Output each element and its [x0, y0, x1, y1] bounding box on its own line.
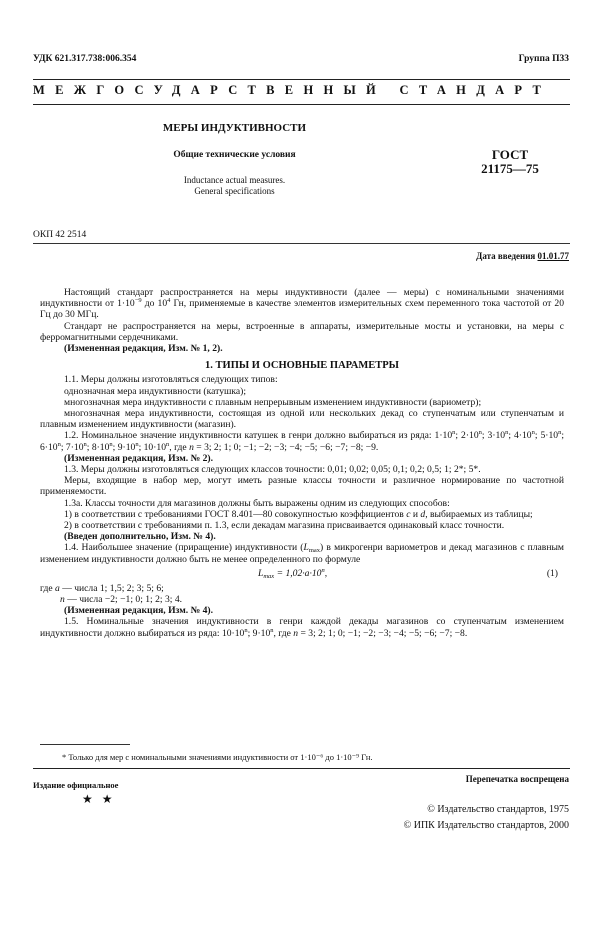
formula-legend: где a — числа 1; 1,5; 2; 3; 5; 6; — [40, 582, 164, 594]
document-subtitle: Общие технические условия — [173, 150, 296, 160]
formula-expression: $L_{max} = 1,02\cdot a\cdot 10^n$, — [258, 566, 328, 580]
formula-number: (1) — [546, 567, 558, 579]
clause-1-3: 1.3. Меры должны изготовляться следующих классов точности: 0,01; 0,02; 0,05; 0,1; 0,2; 0,5; 1; 2*; 5*. — [64, 464, 481, 476]
official-edition: Издание официальное — [33, 780, 119, 790]
introduction-date-value: 01.01.77 — [537, 251, 569, 261]
document-body — [40, 287, 564, 639]
clause-1-1-item: многозначная мера индуктивности, состоящая из одной или нескольких декад со ступенчатым или ступенчатым и плавным изменением индуктивности (магазин). — [40, 408, 564, 431]
gost-number — [455, 148, 565, 176]
clause-1-3a: 1.3а. Классы точности для магазинов должны быть выражены одним из следующих способов: — [64, 497, 450, 509]
introduction-date — [476, 251, 569, 261]
clause-1-5: 1.5. Номинальные значения индуктивности в генри каждой декады магазинов со ступенчатым изменением индуктивности должно выбираться из ряда: $10\cdot 10^n$; $9\cdot 10^n$, где n = 3; 2; 1; 0; −1; −2; −3; −4; −5; −6; −7; −8. — [40, 616, 564, 639]
clause-1-4: 1.4. Наибольшее значение (приращение) индуктивности $(L_{max})$ в микрогенри вариометров и декад магазинов с плавным изменением индуктивности должно быть не менее определенного по формуле — [40, 542, 564, 565]
gost-code: 21175—75 — [481, 161, 539, 176]
top-rule — [33, 79, 570, 80]
standard-banner: МЕЖГОСУДАРСТВЕННЫЙ СТАНДАРТ — [33, 83, 552, 97]
english-title-line2: General specifications — [194, 186, 275, 196]
clause-1-2: 1.2. Номинальное значение индуктивности катушек в генри должно выбираться из ряда: $1\cdot 10^n$; $2\cdot 10^n$; $3\cdot 10^n$; $4\cdot 10^n$; $5\cdot 10^n$; $6\cdot 10^n$; $7\cdot 10^n$; $8\cdot 10^n$; $9\cdot 10^n$; $10\cdot 10^n$, где n = 3; 2; 1; 0; −1; −2; −3; −4; −5; −6; −7; −8; −9. — [40, 429, 564, 453]
clause-1-3a-item: 1) в соответствии с требованиями ГОСТ 8.401—80 совокупностью коэффициентов c и d, выбираемых из таблицы; — [64, 508, 533, 520]
document-title: МЕРЫ ИНДУКТИВНОСТИ — [162, 122, 307, 134]
amendment-note: (Измененная редакция, Изм. № 4). — [64, 605, 214, 617]
english-title — [33, 175, 436, 197]
section-title: 1. ТИПЫ И ОСНОВНЫЕ ПАРАМЕТРЫ — [205, 360, 399, 372]
copyright-1975: © Издательство стандартов, 1975 — [427, 804, 569, 815]
banner-rule — [33, 104, 570, 105]
footnote-rule — [40, 744, 130, 745]
clause-1-3-note: Меры, входящие в набор мер, могут иметь разные классы точности и различное нормирование по частотной применяемости. — [40, 475, 564, 498]
stars-mark: ★ ★ — [82, 792, 116, 806]
footer-rule — [33, 768, 570, 769]
clause-1-1-item: многозначная мера индуктивности с плавным непрерывным изменением индуктивности (вариометр); — [64, 396, 482, 408]
clause-1-1: 1.1. Меры должны изготовляться следующих типов: — [64, 374, 278, 386]
introduction-date-label: Дата введения — [476, 251, 536, 261]
amendment-note: (Измененная редакция, Изм. № 2). — [64, 452, 214, 464]
formula-1 — [40, 565, 564, 583]
reprint-prohibited: Перепечатка воспрещена — [465, 774, 569, 784]
clause-1-1-item: однозначная мера индуктивности (катушка); — [64, 385, 247, 397]
english-title-line1: Inductance actual measures. — [183, 175, 286, 185]
group-code: Группа П33 — [518, 54, 569, 64]
gost-label: ГОСТ — [491, 147, 529, 162]
copyright-2000: © ИПК Издательство стандартов, 2000 — [403, 820, 569, 831]
okp-rule — [33, 243, 570, 244]
amendment-note: (Введен дополнительно, Изм. № 4). — [64, 531, 216, 543]
formula-legend: n — числа −2; −1; 0; 1; 2; 3; 4. — [60, 594, 183, 606]
amendment-note: (Измененная редакция, Изм. № 1, 2). — [64, 343, 223, 355]
okp-code: ОКП 42 2514 — [33, 230, 87, 240]
paragraph-scope: Настоящий стандарт распространяется на меры индуктивности (далее — меры) с номинальными значениями индуктивности от $1\cdot 10^{-9}$ до $10^4$ Гн, применяемые в качестве элементов измерительных схем переменного тока частотой от 20 Гц до 30 МГц. — [40, 287, 564, 321]
clause-1-3a-item: 2) в соответствии с требованиями п. 1.3, если декадам магазина присваивается одинаковый класс точности. — [64, 520, 505, 532]
udk-code: УДК 621.317.738:006.354 — [33, 54, 137, 64]
paragraph-exclusions: Стандарт не распространяется на меры, встроенные в аппараты, измерительные мосты и установки, на меры с ферромагнитными сердечниками. — [40, 320, 564, 343]
footnote: * Только для мер с номинальными значениями индуктивности от 1·10⁻⁶ до 1·10⁻⁹ Гн. — [62, 752, 373, 762]
